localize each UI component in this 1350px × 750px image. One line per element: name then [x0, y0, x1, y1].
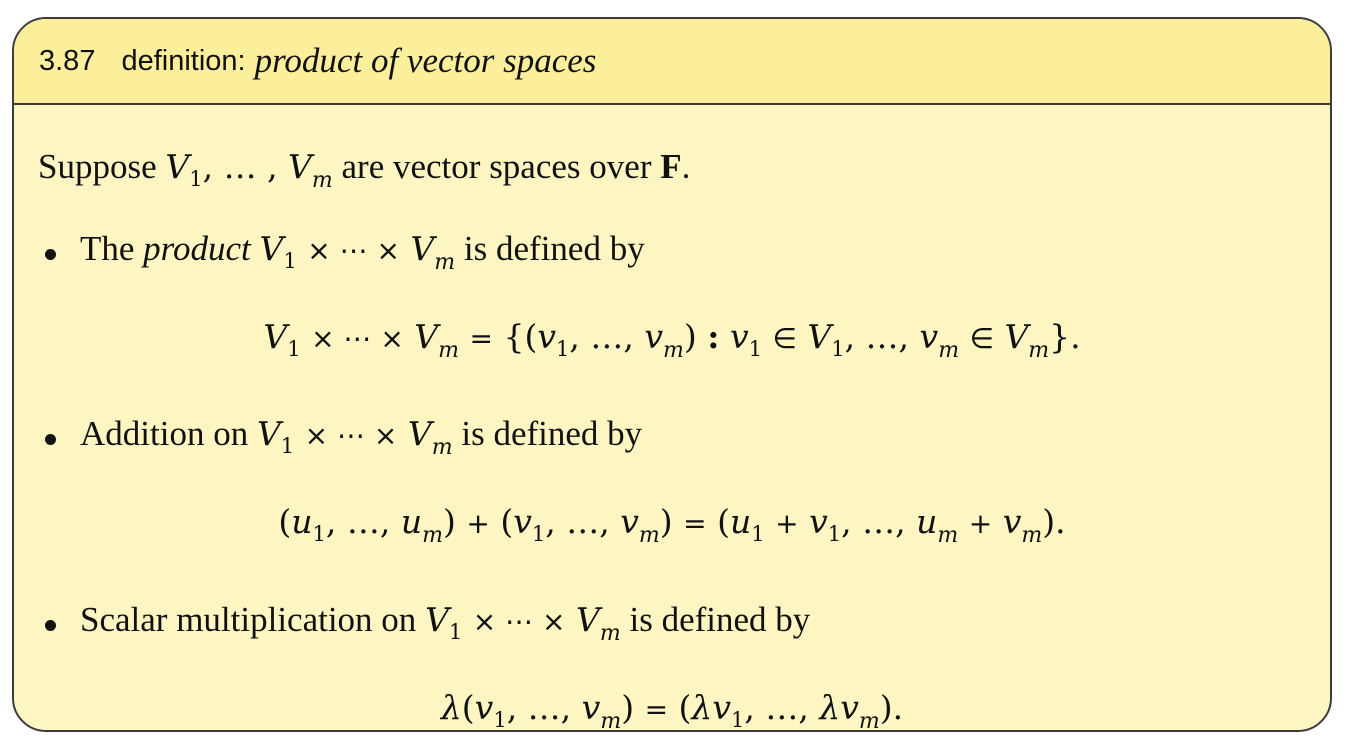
intro-line: Suppose $V_1$, … , $V_m$ are vector spaces over F. [38, 147, 691, 193]
bullet-marker [45, 249, 56, 260]
bullet3-suffix: is defined by [629, 600, 811, 639]
bullet-marker [45, 434, 56, 445]
bullet-marker [45, 620, 56, 631]
intro-math: $V_1$, … , $V_m$ [165, 147, 333, 193]
intro-prefix: Suppose [38, 147, 157, 186]
bullet2-suffix: is defined by [461, 414, 643, 453]
bullet2-math: $V_1$ × ⋯ × $V_m$ [256, 414, 453, 460]
bullet1-line [80, 229, 645, 283]
bullet2-line [80, 414, 642, 468]
bullet3-line [80, 600, 810, 654]
bullet2-prefix: Addition on [80, 414, 249, 453]
bullet3-math: $V_1$ × ⋯ × $V_m$ [425, 600, 621, 646]
bullet1-emph: product [143, 229, 251, 268]
bullet3-prefix: Scalar multiplication on [80, 600, 417, 639]
intro-middle: are vector spaces over [341, 147, 652, 186]
definition-box [12, 17, 1332, 732]
scalar-equation: $\lambda(v_1$, …, $v_m) = (\lambda v_1$, …, $\lambda v_m$). [440, 688, 904, 732]
definition-header [14, 19, 1330, 105]
bullet1-math: $V_1$ × ⋯ × $V_m$ [259, 229, 456, 275]
field-symbol: F [660, 147, 682, 186]
bullet1-suffix: is defined by [463, 229, 645, 268]
definition-title: product of vector spaces [254, 41, 597, 80]
product-equation: $V_1$ × ⋯ × $V_m = \{(v_1$, …, $v_m$) : $v_1$ ∈ $V_1$, …, $v_m$ ∈ $V_m$}. [263, 317, 1081, 363]
definition-number: 3.87 [39, 44, 96, 77]
addition-equation: ($u_1$, …, $u_m) + (v_1$, …, $v_m) = (u_1 + v_1$, …, $u_m + v_m$). [278, 502, 1066, 548]
bullet1-prefix: The [80, 229, 135, 268]
definition-kind: definition: [121, 44, 246, 77]
